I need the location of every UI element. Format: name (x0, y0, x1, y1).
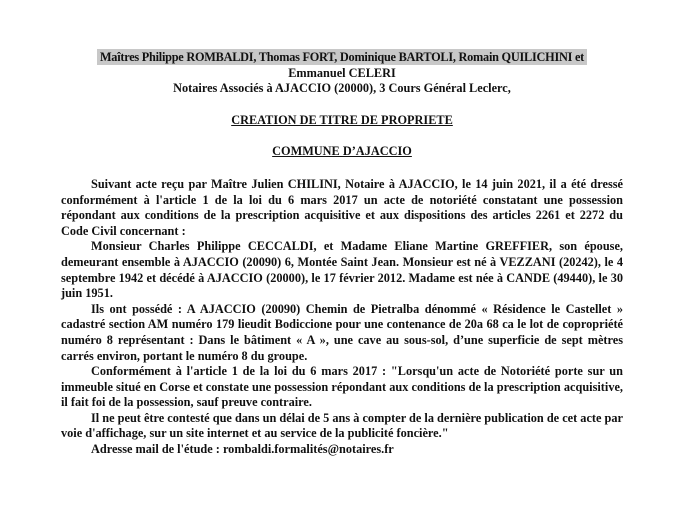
paragraph-parties: Monsieur Charles Philippe CECCALDI, et Madame Eliane Martine GREFFIER, son épouse, demeurant ensemble à AJACCIO (20090) 6, Montée Saint Jean. Monsieur est né à VEZZANI (20242), le 4 septembre 1942 et décédé à AJACCIO (20000), le 17 février 2012. Madame est née à CANDE (49440), le 30 juin 1951. (61, 239, 623, 301)
legal-notice (61, 50, 623, 458)
notaries-names-line1 (61, 50, 623, 66)
paragraph-law-quote: Conformément à l'article 1 de la loi du 6 mars 2017 : "Lorsqu'un acte de Notoriété porte sur un immeuble situé en Corse et constate une possession répondant aux conditions de la prescription acquisitive, il fait foi de la possession, sauf preuve contraire. (61, 364, 623, 410)
notice-title: CREATION DE TITRE DE PROPRIETE (231, 112, 453, 127)
commune-heading: COMMUNE D’AJACCIO (272, 144, 412, 159)
notaries-names-highlight: Maîtres Philippe ROMBALDI, Thomas FORT, Dominique BARTOLI, Romain QUILICHINI et (97, 49, 587, 65)
office-email: Adresse mail de l'étude : rombaldi.formalités@notaires.fr (91, 442, 394, 457)
paragraph-acte: Suivant acte reçu par Maître Julien CHILINI, Notaire à AJACCIO, le 14 juin 2021, il a été dressé conformément à l'article 1 de la loi du 6 mars 2017 un acte de notoriété constatant une possession répondant aux conditions de la prescription acquisitive et aux dispositions des articles 2261 et 2272 du Code Civil concernant : (61, 176, 623, 238)
notaries-address: Notaires Associés à AJACCIO (20000), 3 Cours Général Leclerc, (173, 81, 511, 96)
notaries-names-line2: Emmanuel CELERI (288, 65, 396, 80)
paragraph-contest-delay: Il ne peut être contesté que dans un délai de 5 ans à compter de la dernière publication de cet acte par voie d'affichage, sur un site internet et au service de la publicité foncière." (61, 410, 623, 441)
paragraph-property: Ils ont possédé : A AJACCIO (20090) Chemin de Pietralba dénommé « Résidence le Castellet » cadastré section AM numéro 179 lieudit Bodiccione pour une contenance de 20a 68 ca le lot de copropriété numéro 8 représentant : Dans le bâtiment « A », une cave au sous-sol, d’une superficie de sept mètres carrés environ, portant le numéro 8 du groupe. (61, 301, 623, 363)
